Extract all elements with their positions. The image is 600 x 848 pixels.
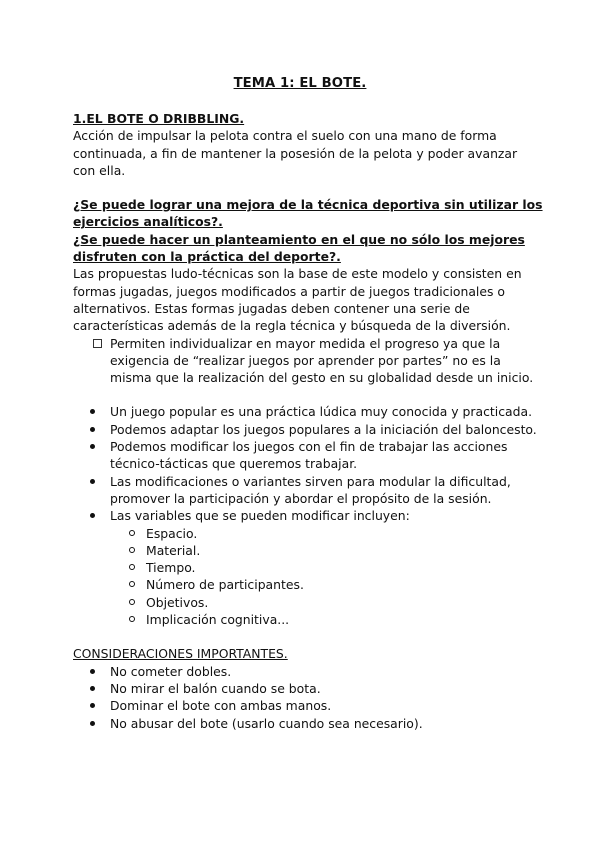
intro-paragraph: Las propuestas ludo-técnicas son la base de este modelo y consisten en formas jugadas, juegos modificados a partir de juegos tradicionales o alternativos. Estas formas jugadas deben contener una serie de características además de la regla técnica y búsqueda de la diversión. <box>73 266 522 334</box>
bullet-list <box>73 403 543 524</box>
sublist-item: Tiempo. <box>73 559 543 576</box>
document-body <box>73 110 543 732</box>
sublist-item: Espacio. <box>73 525 543 542</box>
sublist-item: Número de participantes. <box>73 576 543 593</box>
question-2: ¿Se puede hacer un planteamiento en el que no sólo los mejores disfruten con la práctica del deporte?. <box>73 231 525 265</box>
section-definition: Acción de impulsar la pelota contra el suelo con una mano de forma continuada, a fin de mantener la posesión de la pelota y poder avanzar con ella. <box>73 128 518 178</box>
page-title: TEMA 1: EL BOTE. <box>233 76 367 91</box>
checklist-item <box>73 335 543 387</box>
list-item: No abusar del bote (usarlo cuando sea necesario). <box>73 715 543 732</box>
question-1: ¿Se puede lograr una mejora de la técnica deportiva sin utilizar los ejercicios analíticos?. <box>73 197 543 230</box>
sublist-item: Material. <box>73 542 543 559</box>
variables-sublist <box>73 525 543 629</box>
list-item: No cometer dobles. <box>73 663 543 680</box>
list-item: Las modificaciones o variantes sirven para modular la dificultad, promover la participación y abordar el propósito de la sesión. <box>73 473 543 508</box>
list-item: No mirar el balón cuando se bota. <box>73 680 543 697</box>
checkbox-icon[interactable] <box>93 339 102 348</box>
list-item: Dominar el bote con ambas manos. <box>73 697 543 714</box>
list-item <box>73 507 543 524</box>
sublist-item: Objetivos. <box>73 594 543 611</box>
list-item: Podemos modificar los juegos con el fin de trabajar las acciones técnico-tácticas que queremos trabajar. <box>73 438 543 473</box>
checklist-item-text: Permiten individualizar en mayor medida el progreso ya que la exigencia de “realizar juegos por aprender por partes” no es la misma que la realización del gesto en su globalidad desde un inicio. <box>110 335 534 386</box>
considerations-list <box>73 663 543 732</box>
considerations-heading: CONSIDERACIONES IMPORTANTES. <box>73 646 288 662</box>
sublist-item: Implicación cognitiva... <box>73 611 543 628</box>
list-item: Podemos adaptar los juegos populares a la iniciación del baloncesto. <box>73 421 543 438</box>
list-item-text: Las variables que se pueden modificar incluyen: <box>110 508 410 524</box>
list-item: Un juego popular es una práctica lúdica muy conocida y practicada. <box>73 403 543 420</box>
section-heading: 1.EL BOTE O DRIBBLING. <box>73 111 245 126</box>
